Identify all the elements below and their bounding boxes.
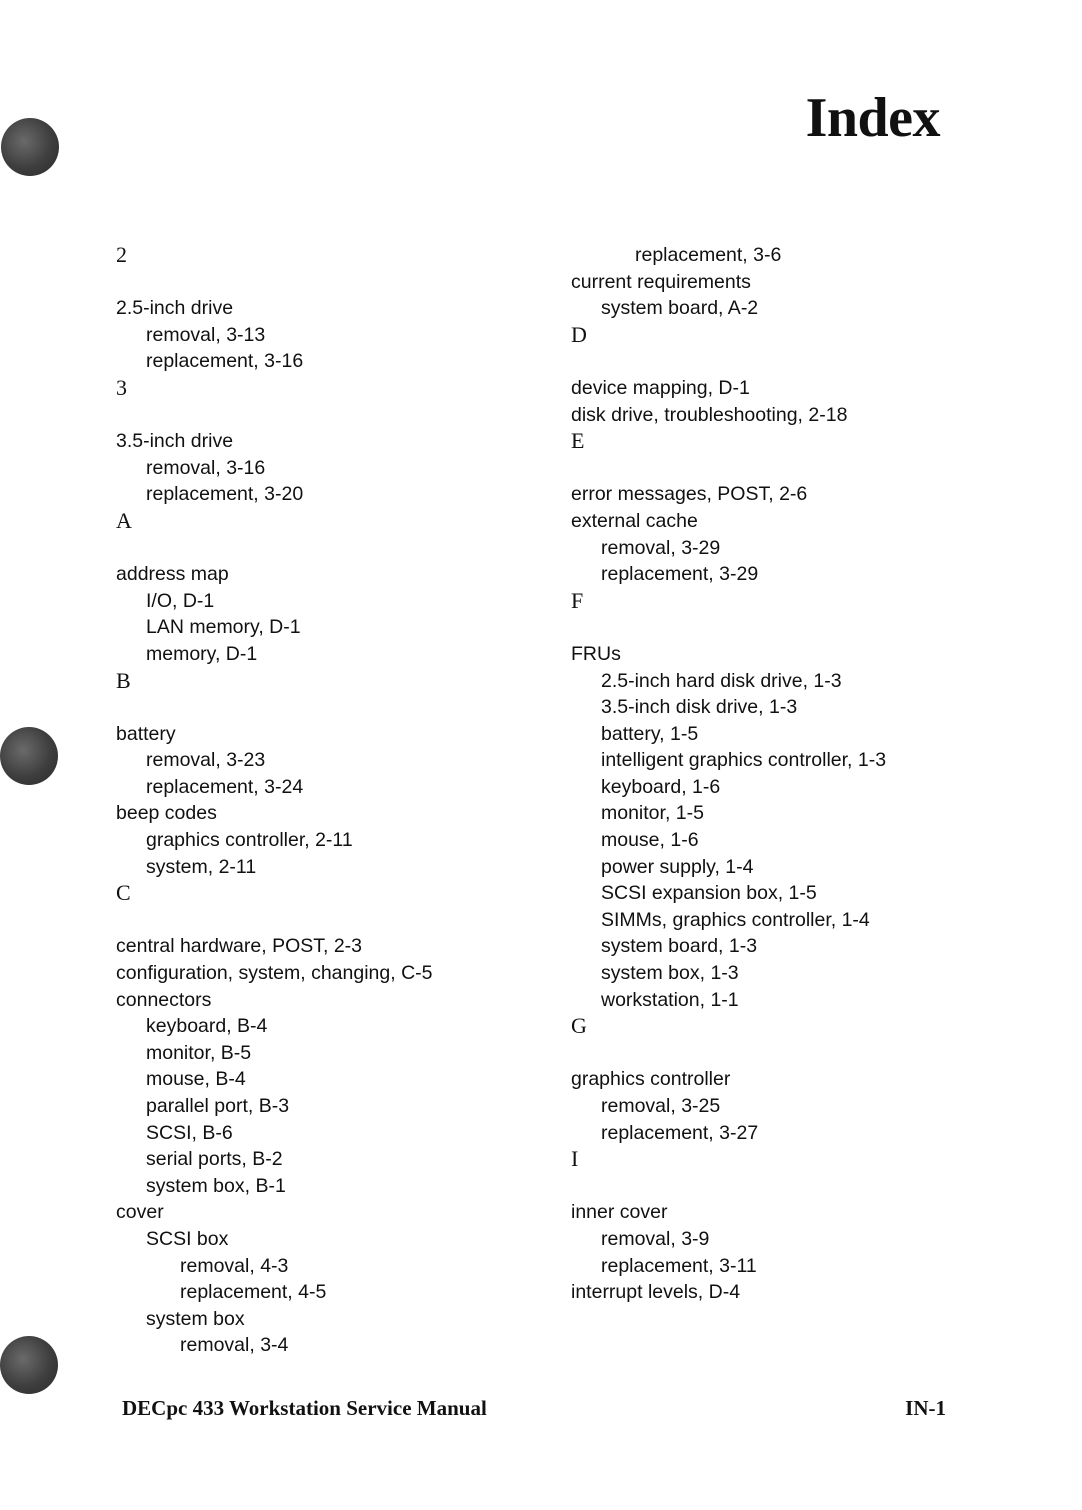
index-entry: central hardware, POST, 2-3 bbox=[116, 935, 363, 958]
index-subentry: replacement, 3-20 bbox=[146, 483, 304, 506]
index-subentry: replacement, 3-27 bbox=[601, 1121, 759, 1144]
index-subentry: keyboard, 1-6 bbox=[601, 775, 721, 798]
index-subentry: removal, 3-16 bbox=[146, 456, 266, 479]
index-entry: disk drive, troubleshooting, 2-18 bbox=[571, 403, 848, 426]
index-subentry: replacement, 3-6 bbox=[635, 244, 782, 266]
index-subentry: removal, 3-29 bbox=[601, 536, 721, 559]
index-subentry: monitor, B-5 bbox=[146, 1041, 252, 1064]
index-subentry: replacement, 3-24 bbox=[146, 775, 304, 798]
index-letter-heading: F bbox=[571, 587, 584, 613]
index-entry: FRUs bbox=[571, 642, 621, 665]
index-subentry: replacement, 3-16 bbox=[146, 350, 304, 373]
index-letter-heading: 3 bbox=[116, 374, 127, 400]
index-subentry: 3.5-inch disk drive, 1-3 bbox=[601, 696, 798, 719]
index-subentry: replacement, 3-29 bbox=[601, 563, 759, 586]
index-entry: inner cover bbox=[571, 1201, 668, 1224]
index-subentry: system box bbox=[146, 1307, 245, 1330]
index-entry: beep codes bbox=[116, 802, 217, 825]
binder-hole-bottom bbox=[0, 1336, 58, 1394]
index-letter-heading: 2 bbox=[116, 242, 127, 267]
index-subentry: memory, D-1 bbox=[146, 642, 258, 665]
index-letter-heading: I bbox=[571, 1146, 579, 1172]
index-subentry: system, 2-11 bbox=[146, 855, 257, 878]
binder-hole-top bbox=[1, 118, 59, 176]
index-subentry: system board, 1-3 bbox=[601, 935, 758, 958]
index-subentry: graphics controller, 2-11 bbox=[146, 829, 353, 852]
index-subentry: mouse, 1-6 bbox=[601, 829, 699, 852]
index-subentry: 2.5-inch hard disk drive, 1-3 bbox=[601, 669, 842, 692]
index-subentry: removal, 3-25 bbox=[601, 1095, 721, 1117]
index-entry: interrupt levels, D-4 bbox=[571, 1281, 741, 1304]
index-entry: 3.5-inch drive bbox=[116, 430, 234, 453]
index-subentry: LAN memory, D-1 bbox=[146, 616, 301, 639]
index-subentry: SCSI, B-6 bbox=[146, 1121, 233, 1144]
index-letter-heading: G bbox=[571, 1013, 587, 1039]
index-subentry: system board, A-2 bbox=[601, 297, 759, 320]
index-letter-heading: E bbox=[571, 428, 585, 454]
footer-page-number: IN-1 bbox=[905, 1396, 946, 1420]
binder-hole-middle bbox=[0, 727, 58, 785]
index-subentry: removal, 3-9 bbox=[601, 1227, 710, 1250]
index-entry: 2.5-inch drive bbox=[116, 297, 234, 320]
index-letter-heading: C bbox=[116, 880, 131, 906]
index-entry: connectors bbox=[116, 988, 212, 1011]
index-column-left bbox=[116, 242, 536, 1359]
index-subentry: parallel port, B-3 bbox=[146, 1095, 290, 1117]
index-entry: configuration, system, changing, C-5 bbox=[116, 962, 433, 985]
index-column-right bbox=[571, 242, 1011, 1306]
index-subentry: SIMMs, graphics controller, 1-4 bbox=[601, 908, 870, 931]
index-letter-heading: B bbox=[116, 667, 131, 693]
index-subentry: replacement, 4-5 bbox=[180, 1281, 327, 1304]
index-subentry: removal, 3-13 bbox=[146, 323, 266, 346]
index-subentry: monitor, 1-5 bbox=[601, 802, 704, 825]
index-subentry: SCSI expansion box, 1-5 bbox=[601, 882, 817, 905]
footer-manual-title: DECpc 433 Workstation Service Manual bbox=[122, 1396, 487, 1420]
index-entry: device mapping, D-1 bbox=[571, 376, 750, 399]
index-subentry: workstation, 1-1 bbox=[601, 988, 739, 1011]
index-entry: battery bbox=[116, 722, 176, 745]
index-letter-heading: D bbox=[571, 321, 587, 347]
index-subentry: replacement, 3-11 bbox=[601, 1254, 757, 1277]
index-subentry: I/O, D-1 bbox=[146, 589, 215, 612]
index-entry: current requirements bbox=[571, 270, 751, 293]
index-entry: graphics controller bbox=[571, 1068, 731, 1091]
index-subentry: removal, 3-4 bbox=[180, 1334, 289, 1357]
index-subentry: SCSI box bbox=[146, 1227, 229, 1250]
index-subentry: system box, B-1 bbox=[146, 1174, 286, 1197]
index-subentry: system box, 1-3 bbox=[601, 962, 739, 985]
index-subentry: power supply, 1-4 bbox=[601, 855, 754, 878]
index-subentry: intelligent graphics controller, 1-3 bbox=[601, 749, 887, 772]
page-title: Index bbox=[805, 87, 940, 149]
index-subentry: battery, 1-5 bbox=[601, 722, 699, 745]
index-letter-heading: A bbox=[116, 507, 132, 533]
index-subentry: keyboard, B-4 bbox=[146, 1015, 268, 1038]
index-subentry: serial ports, B-2 bbox=[146, 1148, 283, 1171]
index-entry: cover bbox=[116, 1201, 164, 1224]
index-entry: error messages, POST, 2-6 bbox=[571, 483, 808, 506]
index-subentry: removal, 4-3 bbox=[180, 1254, 289, 1277]
index-entry: external cache bbox=[571, 509, 698, 532]
index-subentry: removal, 3-23 bbox=[146, 749, 266, 772]
index-entry: address map bbox=[116, 563, 229, 586]
index-subentry: mouse, B-4 bbox=[146, 1068, 246, 1091]
